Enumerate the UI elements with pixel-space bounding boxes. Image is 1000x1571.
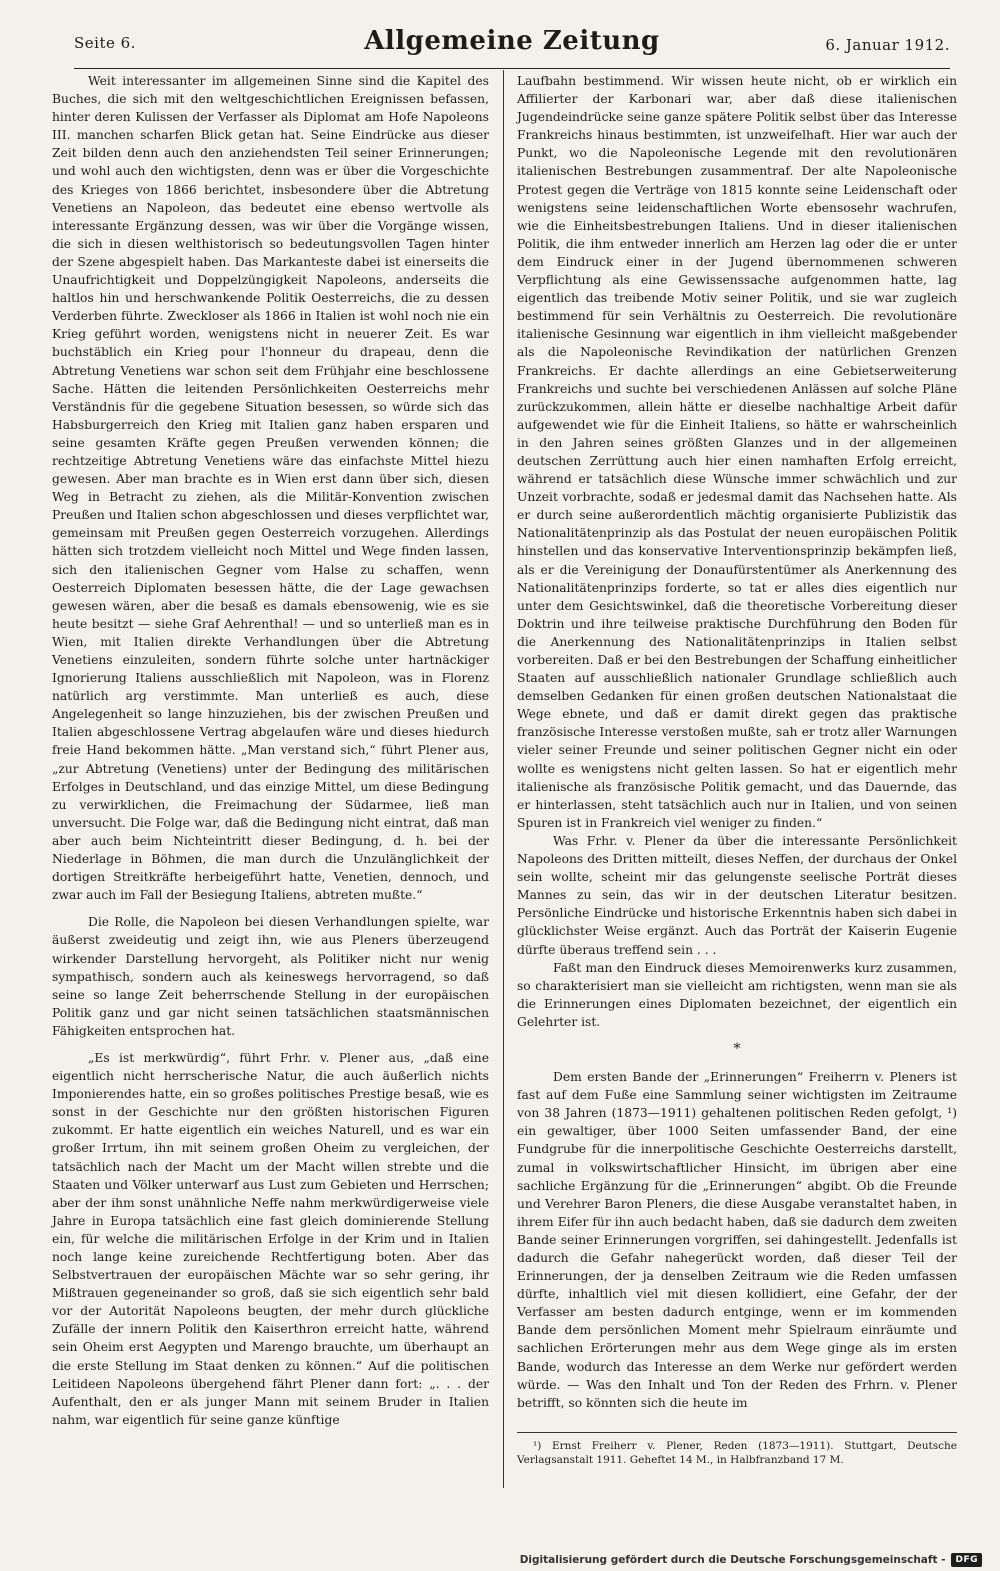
article-paragraph: Laufbahn bestimmend. Wir wissen heute nicht, ob er wirklich ein Affilierter der Karbonari war, aber daß diese italienischen Jugendeindrücke seine ganze spätere Politik selbst über das Interesse Frankreichs hinaus bestimmten, ist unzweifelhaft. Hier war auch der Punkt, wo die Napoleonische Legende mit den revolutionären italienischen Bestrebungen zusammentraf. Der alte Napoleonische Protest gegen die Verträge von 1815 konnte seine Leidenschaft oder wenigstens seine leidenschaftlichen Worte ebensosehr wachrufen, wie die Einheitsbestrebungen Italiens. Und in dieser italienischen Politik, die ihm entweder innerlich am Herzen lag oder die er unter dem Eindruck einer in der Jugend übernommenen schweren Verpflichtung als eine Gewissenssache aufgenommen hatte, lag eigentlich das treibende Motiv seiner Politik, und sie war zugleich bestimmend für sein Verhältnis zu Oesterreich. Die revolutionäre italienische Gesinnung war eigentlich in ihm vielleicht maßgebender als die Napoleonische Revindikation der natürlichen Grenzen Frankreichs. Er dachte allerdings an eine Gebietserweiterung Frankreichs und suchte bei verschiedenen Anlässen auf solche Pläne zurückzukommen, allein hätte er dieselbe nachhaltige Arbeit dafür aufgewendet wie für die Einheit Italiens, so hätte er wahrscheinlich in den Jahren seines größten Glanzes und in der allgemeinen deutschen Zerrüttung auch hier einen namhaften Erfolg erreicht, während er tatsächlich diese Wünsche immer schwächlich und zur Unzeit vorbrachte, sodaß er jedesmal damit das Nachsehen hatte. Als er durch seine außerordentlich mächtig organisierte Publizistik das Nationalitätenprinzip als das Postulat der neuen europäischen Politik hinstellen und das konservative Interventionsprinzip bekämpfen ließ, als er die Vereinigung der Donaufürstentümer als Anerkennung des Nationalitätenprinzips forderte, so tat er alles dies eigentlich nur unter dem Gesichtswinkel, daß die theoretische Vorbereitung dieser Doktrin und ihre teilweise praktische Durchführung den Boden für die Anerkennung des Nationalitätenprinzips in Italien selbst vorbereiten. Daß er bei den Bestrebungen der Schaffung einheitlicher Staaten auf ausschließlich nationaler Grundlage schließlich auch demselben Gedanken für einen großen deutschen Nationalstaat die Wege ebnete, und daß er damit direkt gegen das praktische französische Interesse verstoßen mußte, sah er trotz aller Warnungen vieler seiner Freunde und seiner politischen Gegner nicht ein oder wollte es wenigstens nicht gelten lassen. So hat er eigentlich mehr italienische als französische Politik gemacht, und das Dauernde, das er hinterlassen, steht tatsächlich auch nur in Italien, und von seinen Spuren ist in Frankreich viel weniger zu finden.“ (517, 74, 957, 830)
page-number: Seite 6. (74, 34, 136, 52)
credit-text: Digitalisierung gefördert durch die Deutsche Forschungsgemeinschaft - (519, 1554, 946, 1566)
article-paragraph: Faßt man den Eindruck dieses Memoirenwerks kurz zusammen, so charakterisiert man sie vielleicht am richtigsten, wenn man sie als die Erinnerungen eines Diplomaten bezeichnet, der eigentlich ein Gelehrter ist. (517, 960, 957, 1029)
article-paragraph: „Es ist merkwürdig“, führt Frhr. v. Plener aus, „daß eine eigentlich nicht herrscherische Natur, die auch äußerlich nichts Imponierendes hatte, ein so großes politisches Prestige besaß, wie es sonst in der Geschichte nur den größten historischen Figuren zukommt. Er hatte eigentlich ein weiches Naturell, und es war ein großer Irrtum, ihn mit seinem großen Oheim zu vergleichen, der tatsächlich nach der Macht um der Macht willen strebte und die Staaten und Völker unterwarf aus Lust zum Gebieten und Herrschen; aber der ihm sonst unähnliche Neffe nahm merkwürdigerweise viele Jahre in Europa tatsächlich eine fast gleich dominierende Stellung ein, für welche die militärischen Erfolge in der Krim und in Italien noch lange keine zureichende Rechtfertigung boten. Aber das Selbstvertrauen der europäischen Mächte war so sehr gering, ihr Mißtrauen gegeneinander so groß, daß sie sich eigentlich sehr bald vor der Autorität Napoleons beugten, der mehr durch glückliche Zufälle der innern Politik den Kaiserthron erreicht hatte, während sein Oheim erst Aegypten und Marengo brauchte, um überhaupt an die erste Stellung im Staat denken zu können.“ Auf die politischen Leitideen Napoleons übergehend fährt Plener dann fort: „. . . der Aufenthalt, den er als junger Mann mit seinem Bruder in Italien nahm, war eigentlich für seine ganze künftige (52, 1050, 489, 1427)
header-rule (74, 68, 950, 69)
article-paragraph: Die Rolle, die Napoleon bei diesen Verhandlungen spielte, war äußerst zweideutig und zeigt ihn, wie aus Pleners überzeugend wirkender Darstellung hervorgeht, als Politiker nicht nur wenig sympathisch, sondern auch als keineswegs hervorragend, so daß seine so lange Zeit beherrschende Stellung in der europäischen Politik ganz und gar nicht seinen tatsächlichen staatsmännischen Fähigkeiten entsprochen hat. (52, 915, 489, 1038)
section-separator: * (733, 1040, 741, 1057)
masthead-title: Allgemeine Zeitung (364, 26, 660, 56)
column-divider (503, 70, 504, 1488)
digitization-credit (520, 1553, 982, 1567)
article-paragraph: Dem ersten Bande der „Erinnerungen“ Freiherrn v. Pleners ist fast auf dem Fuße eine Sammlung seiner wichtigsten im Zeitraume von 38 Jahren (1873—1911) gehaltenen politischen Reden gefolgt, ¹) ein gewaltiger, über 1000 Seiten umfassender Band, der eine Fundgrube für die innerpolitische Geschichte Oesterreichs darstellt, zumal in volkswirtschaftlicher Hinsicht, im übrigen aber eine sachliche Ergänzung für die „Erinnerungen“ abgibt. Ob die Freunde und Verehrer Baron Pleners, die diese Ausgabe veranstaltet haben, in ihrem Eifer für ihn auch bedacht haben, daß sie dadurch dem zweiten Bande seiner Erinnerungen vorgriffen, sei dahingestellt. Jedenfalls ist dadurch die Gefahr nahegerückt worden, daß dieser Teil der Erinnerungen, der ja denselben Zeitraum wie die Reden umfassen dürfte, inhaltlich viel mit diesen kollidiert, eine Gefahr, der der Verfasser am besten dadurch entginge, wenn er im kommenden Bande dem persönlichen Moment mehr Spielraum einräumte und sachlichen Erörterungen mehr aus dem Wege ginge als im ersten Bande, wodurch das Interesse an dem Werke nur gefördert werden würde. — Was den Inhalt und Ton der Reden des Frhrn. v. Plener betrifft, so könnten sich die heute im (517, 1070, 957, 1410)
right-column (517, 72, 957, 1482)
article-paragraph: Weit interessanter im allgemeinen Sinne sind die Kapitel des Buches, die sich mit den weltgeschichtlichen Ereignissen befassen, hinter deren Kulissen der Verfasser als Diplomat am Hofe Napoleons III. manchen scharfen Blick getan hat. Seine Eindrücke aus dieser Zeit bilden denn auch den anziehendsten Teil seiner Erinnerungen; und wohl auch den wichtigsten, denn was er über die Vorgeschichte des Krieges von 1866 berichtet, insbesondere über die Abtretung Venetiens an Napoleon, das bedeutet eine ebenso wertvolle als interessante Ergänzung dessen, was wir über die Vorgänge wissen, die sich in diesen welthistorisch so bedeutungsvollen Tagen hinter der Szene abgespielt haben. Das Markanteste dabei ist einerseits die Unaufrichtigkeit und Doppelzüngigkeit Napoleons, anderseits die haltlos hin und herschwankende Politik Oesterreichs, die zu dessen Verderben führte. Zweckloser als 1866 in Italien ist wohl noch nie ein Krieg geführt worden, wenigstens nicht in neuerer Zeit. Es war buchstäblich ein Krieg pour l'honneur du drapeau, denn die Abtretung Venetiens war schon seit dem Frühjahr eine beschlossene Sache. Hätten die leitenden Persönlichkeiten Oesterreichs mehr Verständnis für die gegebene Situation besessen, so würde sich das Habsburgerreich den Krieg mit Italien ganz haben ersparen und seine gesamten Kräfte gegen Preußen verwenden können; die rechtzeitige Abtretung Venetiens wäre das einfachste Mittel hiezu gewesen. Aber man brachte es in Wien erst dann über sich, diesen Weg in Betracht zu ziehen, als die Militär-Konvention zwischen Preußen und Italien schon abgeschlossen und dieses verpflichtet war, gemeinsam mit Preußen gegen Oesterreich vorzugehen. Allerdings hätten sich trotzdem vielleicht noch Mittel und Wege finden lassen, sich den italienischen Gegner vom Halse zu schaffen, wenn Oesterreich Diplomaten besessen hätte, die der Lage gewachsen gewesen wären, aber die besaß es damals ebensowenig, wie es sie heute besitzt — siehe Graf Aehrenthal! — und so unterließ man es in Wien, mit Italien direkte Verhandlungen über die Abtretung Venetiens einzuleiten, sondern führte solche unter hartnäckiger Ignorierung Italiens ausschließlich mit Napoleon, was in Florenz natürlich arg verstimmte. Man unterließ es auch, diese Angelegenheit so lange hinzuziehen, bis der zwischen Preußen und Italien abgeschlossene Vertrag abgelaufen wäre und dieses hiedurch freie Hand bekommen hätte. „Man verstand sich,“ führt Plener aus, „zur Abtretung (Venetiens) unter der Bedingung des militärischen Erfolges in Deutschland, und das einzige Mittel, um diese Bedingung zu verwirklichen, die Freimachung der Südarmee, ließ man unversucht. Die Folge war, daß die Bedingung nicht eintrat, daß man aber auch beim Nichteintritt dieser Bedingung, d. h. bei der Niederlage in Böhmen, die man durch die Unzulänglichkeit der dortigen Streitkräfte herbeigeführt hatte, Venetien, dennoch, und zwar auch im Fall der Besiegung Italiens, abtreten mußte.“ (52, 74, 489, 903)
page-header (74, 26, 950, 66)
article-paragraph: Was Frhr. v. Plener da über die interessante Persönlichkeit Napoleons des Dritten mitteilt, dieses Neffen, der durchaus der Onkel sein wollte, scheint mir das gelungenste seelische Porträt dieses Mannes zu sein, das wir in der deutschen Literatur besitzen. Persönliche Eindrücke und historische Erkenntnis haben sich dabei in glücklichster Weise ergänzt. Auch das Porträt der Kaiserin Eugenie dürfte überaus treffend sein . . . (517, 833, 957, 957)
issue-date: 6. Januar 1912. (825, 36, 950, 54)
dfg-logo: DFG (951, 1553, 982, 1567)
footnote-rule (517, 1432, 957, 1433)
left-column (52, 72, 489, 1482)
footnote: ¹) Ernst Freiherr v. Plener, Reden (1873—1911). Stuttgart, Deutsche Verlagsanstalt 1911. Geheftet 14 M., in Halbfranzband 17 M. (517, 1439, 957, 1466)
